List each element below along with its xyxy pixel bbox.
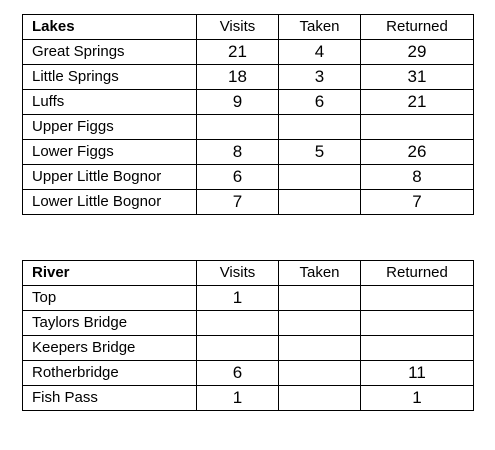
value-cell: 6 (197, 165, 279, 190)
value-cell: 6 (279, 90, 361, 115)
value-cell (361, 115, 474, 140)
value-cell: 29 (361, 40, 474, 65)
value-cell: 9 (197, 90, 279, 115)
value-cell: 5 (279, 140, 361, 165)
table-row (23, 311, 474, 336)
table-row (23, 165, 474, 190)
lakes-header-row (23, 15, 474, 40)
value-cell (197, 115, 279, 140)
value-cell: 4 (279, 40, 361, 65)
value-cell: 3 (279, 65, 361, 90)
table-row (23, 65, 474, 90)
lakes-table-body (23, 15, 474, 215)
row-label-cell: Rotherbridge (23, 361, 197, 386)
row-label-cell: Lower Little Bognor (23, 190, 197, 215)
value-cell: 1 (197, 386, 279, 411)
table-row (23, 115, 474, 140)
value-cell: 1 (197, 286, 279, 311)
row-label-cell: Keepers Bridge (23, 336, 197, 361)
value-cell: 6 (197, 361, 279, 386)
river-header-row (23, 261, 474, 286)
value-cell (197, 311, 279, 336)
value-cell (197, 336, 279, 361)
value-cell (279, 361, 361, 386)
value-cell: 1 (361, 386, 474, 411)
value-cell: 11 (361, 361, 474, 386)
lakes-table (22, 14, 474, 215)
value-cell (279, 336, 361, 361)
table-row (23, 190, 474, 215)
row-label-cell: Upper Figgs (23, 115, 197, 140)
row-label-cell: Luffs (23, 90, 197, 115)
table-row (23, 286, 474, 311)
table-row (23, 40, 474, 65)
value-cell: 7 (197, 190, 279, 215)
row-label-cell: Lower Figgs (23, 140, 197, 165)
header-cell: Taken (279, 15, 361, 40)
value-cell (279, 386, 361, 411)
header-cell: River (23, 261, 197, 286)
header-cell: Returned (361, 261, 474, 286)
river-table (22, 260, 474, 411)
value-cell: 21 (361, 90, 474, 115)
table-row (23, 361, 474, 386)
row-label-cell: Top (23, 286, 197, 311)
header-cell: Returned (361, 15, 474, 40)
value-cell (279, 165, 361, 190)
header-cell: Visits (197, 15, 279, 40)
value-cell: 21 (197, 40, 279, 65)
value-cell (361, 286, 474, 311)
value-cell: 8 (197, 140, 279, 165)
value-cell (279, 286, 361, 311)
value-cell (361, 311, 474, 336)
value-cell: 7 (361, 190, 474, 215)
table-row (23, 90, 474, 115)
table-row (23, 386, 474, 411)
table-row (23, 140, 474, 165)
row-label-cell: Taylors Bridge (23, 311, 197, 336)
value-cell: 8 (361, 165, 474, 190)
row-label-cell: Upper Little Bognor (23, 165, 197, 190)
value-cell (279, 190, 361, 215)
row-label-cell: Little Springs (23, 65, 197, 90)
header-cell: Taken (279, 261, 361, 286)
table-row (23, 336, 474, 361)
value-cell: 26 (361, 140, 474, 165)
value-cell: 31 (361, 65, 474, 90)
river-table-body (23, 261, 474, 411)
value-cell (279, 115, 361, 140)
header-cell: Lakes (23, 15, 197, 40)
value-cell (361, 336, 474, 361)
value-cell (279, 311, 361, 336)
header-cell: Visits (197, 261, 279, 286)
value-cell: 18 (197, 65, 279, 90)
row-label-cell: Great Springs (23, 40, 197, 65)
row-label-cell: Fish Pass (23, 386, 197, 411)
